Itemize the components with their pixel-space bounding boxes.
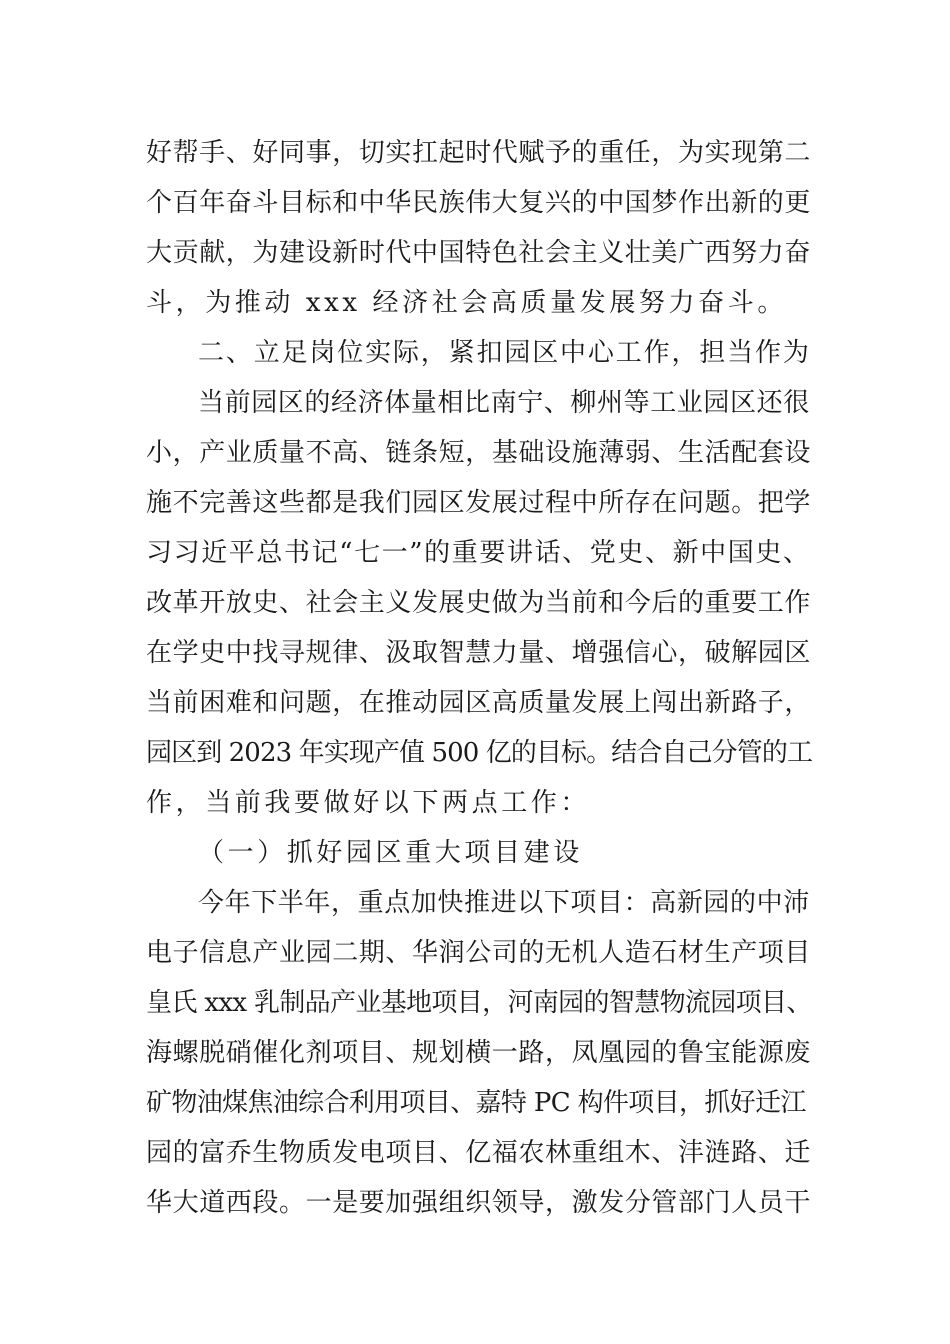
body-text-line: 习习近平总书记“七一”的重要讲话、党史、新中国史、 xyxy=(146,538,811,568)
body-text-line: 园的富乔生物质发电项目、亿福农林重组木、沣涟路、迁 xyxy=(146,1138,812,1168)
section-heading: 二、立足岗位实际，紧扣园区中心工作，担当作为 xyxy=(198,338,811,368)
body-text-line: 好帮手、好同事，切实扛起时代赋予的重任，为实现第二 xyxy=(146,138,812,168)
body-text-line: 在学史中找寻规律、汲取智慧力量、增强信心，破解园区 xyxy=(146,638,812,668)
body-text-line: 当前困难和问题，在推动园区高质量发展上闯出新路子， xyxy=(146,688,812,718)
body-text-line: 小，产业质量不高、链条短，基础设施薄弱、生活配套设 xyxy=(146,438,812,468)
body-text-line: 施不完善这些都是我们园区发展过程中所存在问题。把学 xyxy=(146,488,812,518)
body-text-line: 改革开放史、社会主义发展史做为当前和今后的重要工作 xyxy=(146,588,812,618)
body-text-line: 园区到 2023 年实现产值 500 亿的目标。结合自己分管的工 xyxy=(146,738,813,768)
body-text-line: 华大道西段。一是要加强组织领导，激发分管部门人员干 xyxy=(146,1188,812,1218)
body-text-line: 皇氏 xxx 乳制品产业基地项目，河南园的智慧物流园项目、 xyxy=(146,988,812,1018)
body-text-line: 海螺脱硝催化剂项目、规划横一路，凤凰园的鲁宝能源废 xyxy=(146,1038,812,1068)
paragraph-first-line: 今年下半年，重点加快推进以下项目：高新园的中沛 xyxy=(198,888,810,918)
body-text-line: 斗，为推动 xxx 经济社会高质量发展努力奋斗。 xyxy=(146,288,787,318)
body-text-line: 大贡献，为建设新时代中国特色社会主义壮美广西努力奋 xyxy=(146,238,812,268)
body-text-line: 个百年奋斗目标和中华民族伟大复兴的中国梦作出新的更 xyxy=(146,188,812,218)
paragraph-first-line: 当前园区的经济体量相比南宁、柳州等工业园区还很 xyxy=(198,388,810,418)
body-text-line: 矿物油煤焦油综合利用项目、嘉特 PC 构件项目，抓好迁江 xyxy=(146,1088,806,1118)
body-text-line: 电子信息产业园二期、华润公司的无机人造石材生产项目 xyxy=(146,938,812,968)
body-text-line: 作，当前我要做好以下两点工作： xyxy=(146,788,591,818)
subsection-heading: （一）抓好园区重大项目建设 xyxy=(198,838,583,868)
